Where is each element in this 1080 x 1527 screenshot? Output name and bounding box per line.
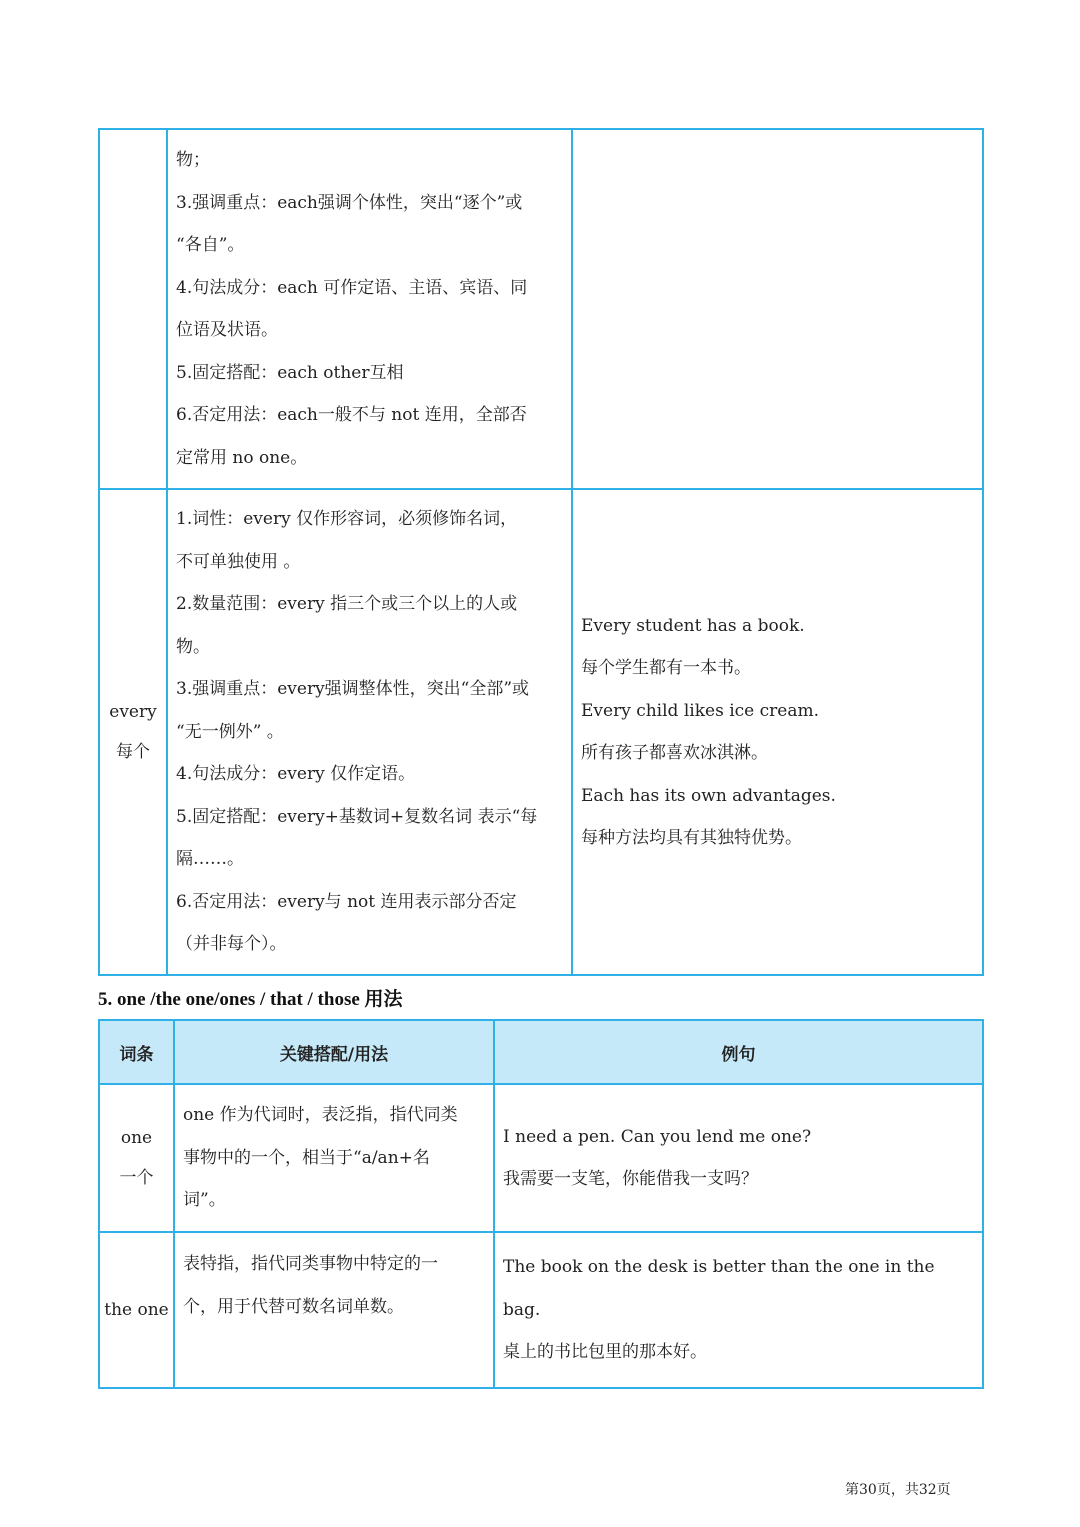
column-header-usage: 关键搭配/用法 xyxy=(174,1020,494,1084)
column-header-term: 词条 xyxy=(99,1020,174,1084)
table-row xyxy=(99,489,983,975)
usage-line: 6.否定用法：each一般不与 not 连用，全部否 xyxy=(176,405,527,425)
example-line: 所有孩子都喜欢冰淇淋。 xyxy=(581,743,768,763)
usage-line: 5.固定搭配：each other互相 xyxy=(176,362,404,383)
usage-line: 物； xyxy=(176,150,210,170)
example-cell xyxy=(572,129,983,489)
table-row xyxy=(99,1084,983,1232)
example-cell xyxy=(572,489,983,975)
term-cell xyxy=(99,489,167,975)
usage-table-one-the-one xyxy=(98,1019,984,1389)
usage-table-each-every xyxy=(98,128,984,976)
usage-line: “各自”。 xyxy=(176,235,245,255)
example-line: Each has its own advantages. xyxy=(581,785,836,806)
usage-cell xyxy=(174,1084,494,1232)
term-cell xyxy=(99,1084,174,1232)
usage-line: 个，用于代替可数名词单数。 xyxy=(183,1296,404,1317)
usage-line: 词”。 xyxy=(183,1190,226,1211)
usage-line: 4.句法成分：each 可作定语、主语、宾语、同 xyxy=(176,277,528,298)
usage-line: 不可单独使用 。 xyxy=(176,551,301,572)
example-line: 每种方法均具有其独特优势。 xyxy=(581,828,802,848)
section-title: 5. one /the one/ones / that / those 用法 xyxy=(98,989,403,1010)
example-cell xyxy=(494,1232,983,1388)
usage-line: （并非每个）。 xyxy=(176,934,287,955)
example-line: 桌上的书比包里的那本好。 xyxy=(503,1342,707,1363)
table-row xyxy=(99,1232,983,1388)
table-header-row xyxy=(99,1020,983,1084)
usage-cell xyxy=(167,129,572,489)
example-line: The book on the desk is better than the one in the bag. xyxy=(503,1257,935,1320)
example-cell xyxy=(494,1084,983,1232)
term-en: the one xyxy=(104,1300,169,1320)
term-zh: 一个 xyxy=(119,1168,154,1188)
term-cell xyxy=(99,129,167,489)
usage-line: 1.词性：every 仅作形容词，必须修饰名词， xyxy=(176,509,518,530)
usage-line: 3.强调重点：every强调整体性，突出“全部”或 xyxy=(176,679,530,700)
usage-line: 6.否定用法：every与 not 连用表示部分否定 xyxy=(176,891,517,912)
example-line: Every child likes ice cream. xyxy=(581,700,819,721)
usage-line: 隔……。 xyxy=(176,849,244,870)
column-header-examples: 例句 xyxy=(494,1020,983,1084)
usage-line: 5.固定搭配：every+基数词+复数名词 表示“每 xyxy=(176,806,538,827)
usage-line: 4.句法成分：every 仅作定语。 xyxy=(176,764,416,785)
usage-line: 定常用 no one。 xyxy=(176,447,308,468)
example-line: I need a pen. Can you lend me one? xyxy=(503,1126,812,1147)
usage-line: 2.数量范围：every 指三个或三个以上的人或 xyxy=(176,594,518,615)
term-cell xyxy=(99,1232,174,1388)
usage-line: one 作为代词时，表泛指，指代同类 xyxy=(183,1105,458,1126)
usage-line: “无一例外” 。 xyxy=(176,721,284,742)
term-en: one xyxy=(120,1128,153,1148)
usage-line: 位语及状语。 xyxy=(176,320,278,340)
usage-line: 事物中的一个，相当于“a/an+名 xyxy=(183,1147,430,1168)
table-row xyxy=(99,129,983,489)
usage-line: 3.强调重点：each强调个体性，突出“逐个”或 xyxy=(176,192,523,213)
usage-line: 表特指，指代同类事物中特定的一 xyxy=(183,1254,438,1274)
term-en: every xyxy=(109,702,157,722)
example-line: 我需要一支笔，你能借我一支吗？ xyxy=(503,1169,758,1189)
usage-cell xyxy=(174,1232,494,1388)
term-zh: 每个 xyxy=(116,742,150,762)
example-line: Every student has a book. xyxy=(581,615,805,636)
usage-cell xyxy=(167,489,572,975)
usage-line: 物。 xyxy=(176,636,210,657)
page-number: 第30页，共32页 xyxy=(845,1482,951,1498)
example-line: 每个学生都有一本书。 xyxy=(581,658,751,678)
